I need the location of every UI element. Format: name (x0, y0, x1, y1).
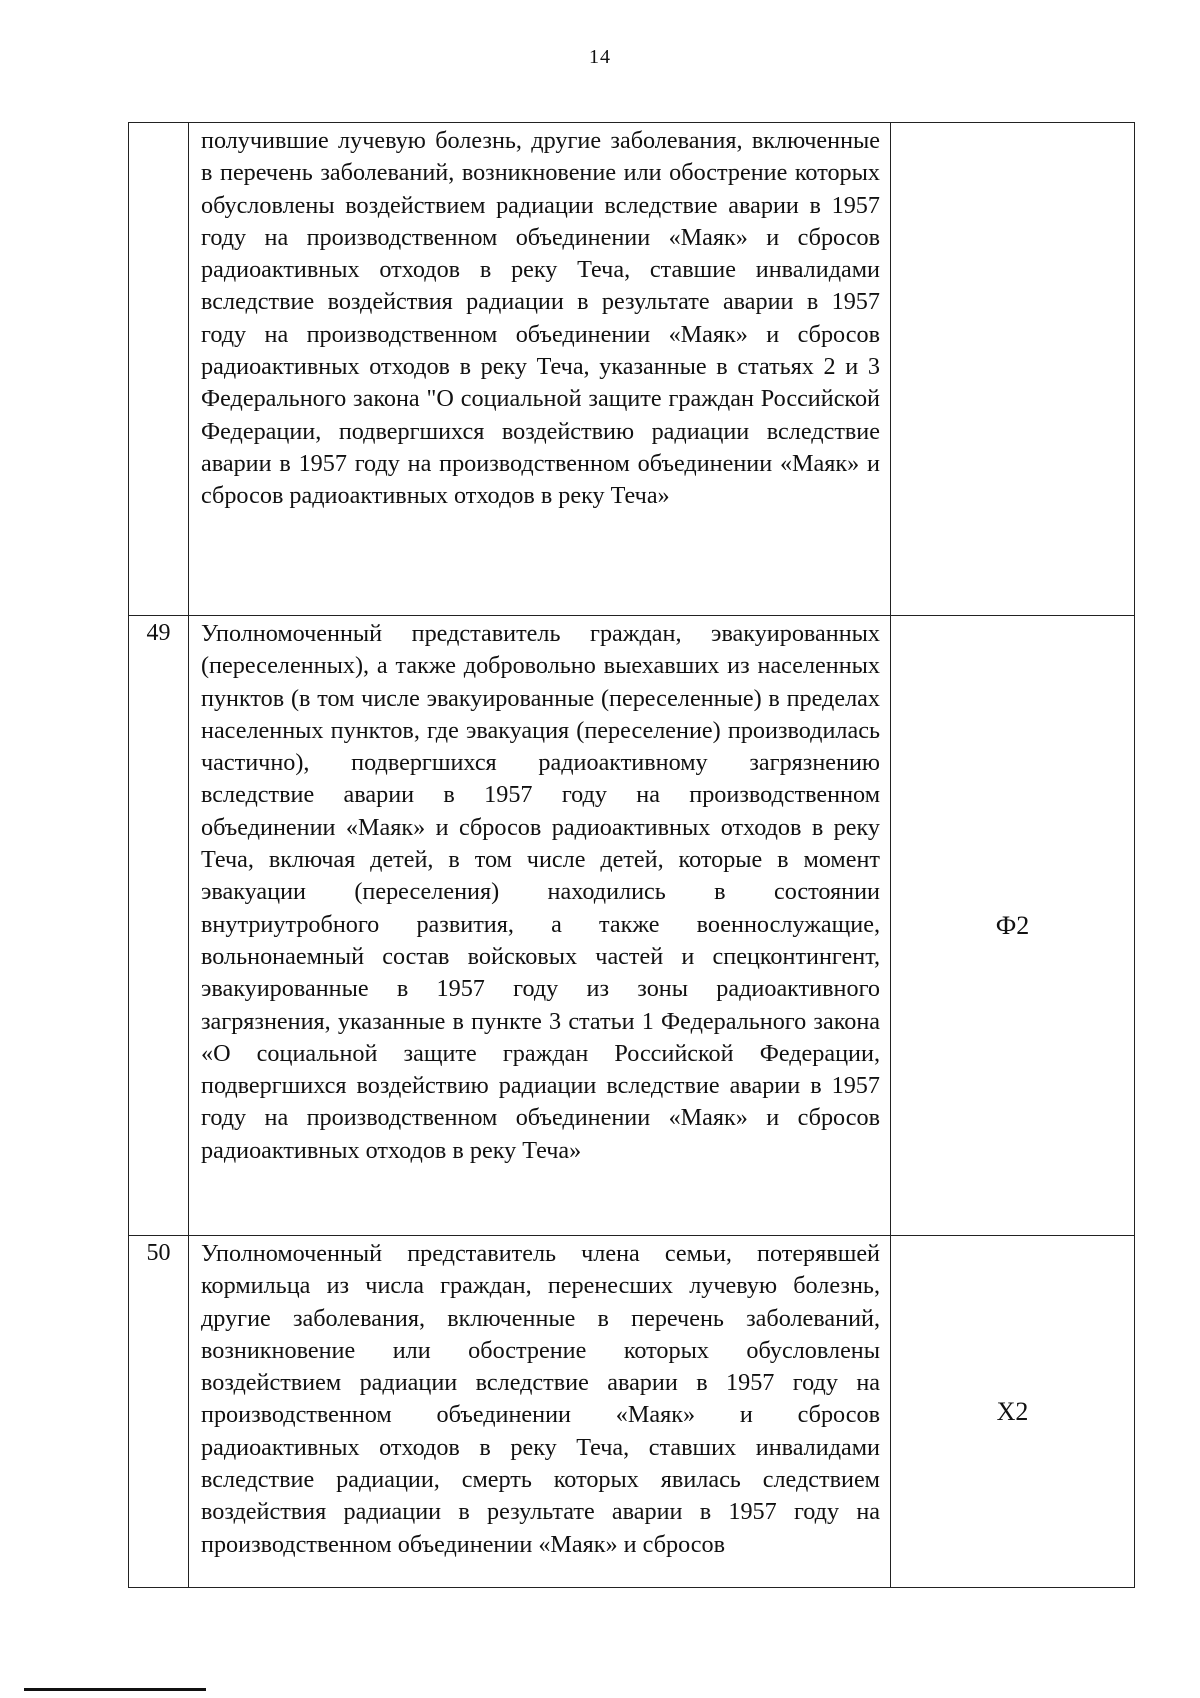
row-code-cell: Ф2 (891, 616, 1135, 1236)
row-code-cell: Х2 (891, 1236, 1135, 1588)
page-number: 14 (589, 46, 611, 68)
document-table (128, 122, 1135, 1588)
row-description-cell: Уполномоченный представитель граждан, эвакуированных (переселенных), а также добровольно выехавших из населенных пунктов (в том числе эвакуированные (переселенные) в пределах населенных пунктов, где эвакуация (переселение) производилась частично), подвергшихся радиоактивному загрязнению вследствие аварии в 1957 году на производственном объединении «Маяк» и сбросов радиоактивных отходов в реку Теча, включая детей, в том числе детей, которые в момент эвакуации (переселения) находились в состоянии внутриутробного развития, а также военнослужащие, вольнонаемный состав войсковых частей и спецконтингент, эвакуированные в 1957 году из зоны радиоактивного загрязнения, указанные в пункте 3 статьи 1 Федерального закона «О социальной защите граждан Российской Федерации, подвергшихся воздействию радиации вследствие аварии в 1957 году на производственном объединении «Маяк» и сбросов радиоактивных отходов в реку Теча» (189, 616, 891, 1236)
row-number-cell (129, 123, 189, 616)
table-row (129, 616, 1135, 1236)
table-row (129, 123, 1135, 616)
row-description-cell: Уполномоченный представитель члена семьи, потерявшей кормильца из числа граждан, перенесших лучевую болезнь, другие заболевания, включенные в перечень заболеваний, возникновение или обострение которых обусловлены воздействием радиации вследствие аварии в 1957 году на производственном объединении «Маяк» и сбросов радиоактивных отходов в реку Теча, ставших инвалидами вследствие радиации, смерть которых явилась следствием воздействия радиации в результате аварии в 1957 году на производственном объединении «Маяк» и сбросов (189, 1236, 891, 1588)
table-row (129, 1236, 1135, 1588)
footnote-separator (24, 1688, 206, 1691)
row-number-cell: 49 (129, 616, 189, 1236)
row-number-cell: 50 (129, 1236, 189, 1588)
row-code-cell (891, 123, 1135, 616)
row-description-cell: получившие лучевую болезнь, другие заболевания, включенные в перечень заболеваний, возникновение или обострение которых обусловлены воздействием радиации вследствие аварии в 1957 году на производственном объединении «Маяк» и сбросов радиоактивных отходов в реку Теча, ставшие инвалидами вследствие воздействия радиации в результате аварии в 1957 году на производственном объединении «Маяк» и сбросов радиоактивных отходов в реку Теча, указанные в статьях 2 и 3 Федерального закона "О социальной защите граждан Российской Федерации, подвергшихся воздействию радиации вследствие аварии в 1957 году на производственном объединении «Маяк» и сбросов радиоактивных отходов в реку Теча» (189, 123, 891, 616)
